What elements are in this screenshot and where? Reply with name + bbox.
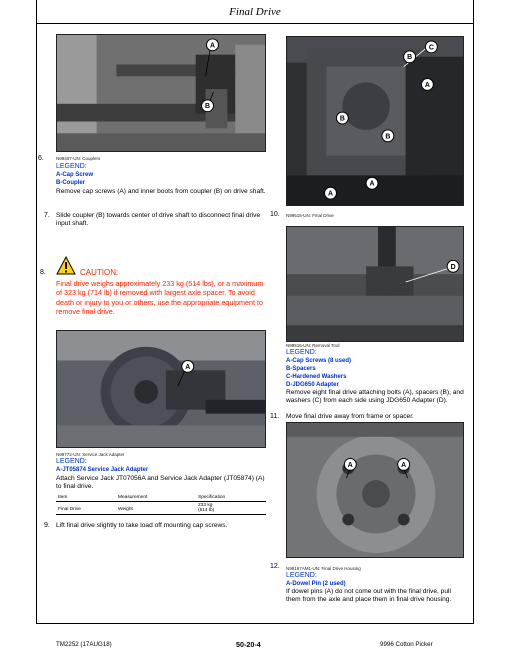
figure-caption: N99407-UN: Couplers <box>56 156 101 161</box>
spec-value <box>196 502 266 515</box>
step-text: Remove cap screws (A) and inner boots from coupler (B) on drive shaft. <box>56 188 266 195</box>
callout-a: A <box>347 461 353 469</box>
callout-d: D <box>450 263 456 271</box>
footer-left: TM2252 (17AUG18) <box>56 641 112 648</box>
page-title: Final Drive <box>229 6 281 18</box>
callout-b: B <box>385 133 391 141</box>
figure-caption: N99516-UN: Removal Tool <box>286 343 340 348</box>
figure-caption: N99515-UN: Final Drive <box>286 213 334 218</box>
step-text: Remove eight final drive attaching bolts (A), spacers (B), and washers (C) from each side using JDG650 Adapter (D). <box>286 389 464 405</box>
legend-title: LEGEND: <box>56 458 87 465</box>
legend-item: A-Dowel Pin (2 used) <box>286 581 346 587</box>
legend-title: LEGEND: <box>286 349 317 356</box>
callout-b: B <box>339 115 345 123</box>
spec-header-specification: Specification <box>196 494 266 502</box>
spec-header-item: Item <box>56 494 116 502</box>
legend-item: D-JDG650 Adapter <box>286 382 339 388</box>
spec-item: Final Drive <box>56 502 116 515</box>
step-number: 10. <box>270 211 280 218</box>
callout-a: A <box>210 42 216 50</box>
callout-b: B <box>205 103 211 111</box>
step-number: 6. <box>38 155 44 162</box>
coupler-photo <box>56 34 266 152</box>
callout-a: A <box>369 180 375 188</box>
caution-text: Final drive weighs approximately 233 kg (514 lbs), or a maximum of 323 kg (714 lb) if removed with largest axle spacer. To avoid death or injury to you or others, use the appropriate equipment to remove final drive. <box>56 279 264 317</box>
step-number: 8. <box>40 269 46 276</box>
legend-title: LEGEND: <box>286 572 317 579</box>
removal-tool-photo <box>286 226 464 342</box>
spec-table <box>56 494 266 515</box>
legend-title: LEGEND: <box>56 163 87 170</box>
service-jack-photo <box>56 330 266 448</box>
spec-value-imperial: (514 lb) <box>198 508 215 513</box>
step-text: Lift final drive slightly to take load off mounting cap screws. <box>56 522 228 529</box>
legend-item: A-JT05874 Service Jack Adapter <box>56 467 149 473</box>
final-drive-housing-photo <box>286 422 464 558</box>
footer-right: 9996 Cotton Picker <box>380 641 433 648</box>
legend-item: A-Cap Screws (8 used) <box>286 358 352 364</box>
legend-item: C-Hardened Washers <box>286 374 347 380</box>
title-bar <box>36 0 474 24</box>
final-drive-photo <box>286 36 464 206</box>
table-row <box>56 502 266 515</box>
callout-a: A <box>328 190 334 198</box>
callout-c: C <box>428 44 434 52</box>
warning-triangle-icon <box>56 256 76 276</box>
spec-table-header <box>56 494 266 502</box>
legend-item: B-Coupler <box>56 180 85 186</box>
footer-page-number: 50-20-4 <box>236 640 261 649</box>
spec-measurement: Weight <box>116 502 196 515</box>
spec-value-metric: 233 kg <box>198 503 213 508</box>
legend-item: A-Cap Screw <box>56 172 94 178</box>
step-text: If dowel pins (A) do not come out with the final drive, pull them from the axle and place them in final drive housing. <box>286 588 452 604</box>
step-number: 7. <box>44 212 50 219</box>
callout-a: A <box>401 461 407 469</box>
step-number: 12. <box>270 563 280 570</box>
callout-b: B <box>407 54 413 62</box>
figure-caption: N99772-UN: Service Jack Adapter <box>56 452 125 457</box>
step-text: Slide coupler (B) towards center of drive shaft to disconnect final drive input shaft. <box>56 212 261 228</box>
legend-item: B-Spacers <box>286 366 316 372</box>
step-text: Move final drive away from frame or spacer. <box>286 413 414 420</box>
figure-caption: N99167AM1-UN: Final Drive Housing <box>286 566 361 571</box>
step-number: 11. <box>270 413 280 420</box>
callout-a: A <box>424 81 430 89</box>
callout-a: A <box>185 363 191 371</box>
step-number: 9. <box>44 522 50 529</box>
caution-label: CAUTION: <box>80 268 119 277</box>
spec-header-measurement: Measurement <box>116 494 196 502</box>
step-text: Attach Service Jack JT07056A and Service Jack Adapter (JT05874) (A) to final drive. <box>56 475 265 491</box>
